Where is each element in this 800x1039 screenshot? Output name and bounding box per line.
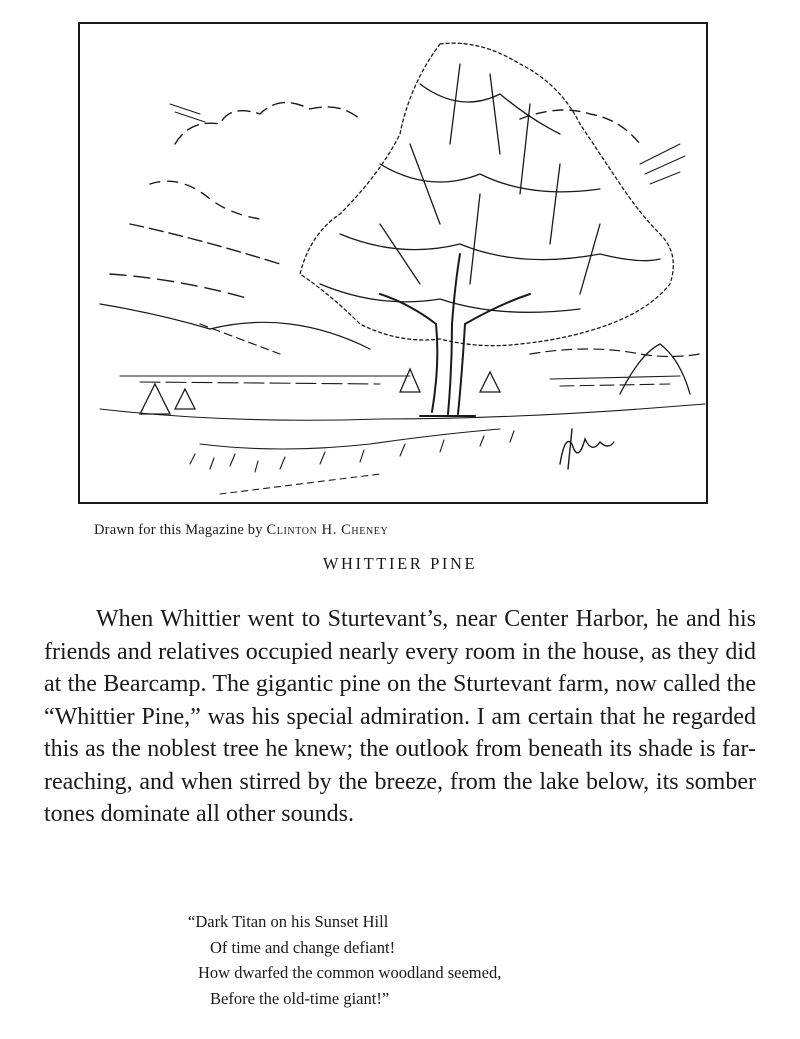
bushes-drawing (140, 344, 690, 414)
poem-line: Before the old-time giant!” (210, 988, 390, 1008)
poem-line: Of time and change defiant! (210, 937, 396, 957)
poem-line: “Dark Titan on his Sunset Hill (188, 912, 389, 931)
artist-signature (560, 429, 614, 469)
poem-quote (188, 909, 501, 1011)
illustration-credit (94, 522, 388, 539)
clouds-drawing (110, 103, 685, 299)
illustration-frame (78, 22, 708, 504)
lake-drawing (120, 376, 680, 386)
credit-prefix: Drawn for this Magazine by (94, 522, 263, 538)
mountains-drawing (100, 304, 700, 357)
pine-canopy-drawing (300, 43, 673, 346)
poem-line: How dwarfed the common woodland seemed, (198, 963, 502, 982)
body-paragraph: When Whittier went to Sturtevant’s, near Center Harbor, he and his friends and relatives occupied nearly every room in the house, as they did at the Bearcamp. The gigantic pine on the Sturtevant farm, now called the “Whittier Pine,” was his special admiration. I am certain that he regarded this as the noblest tree he knew; the outlook from beneath its shade is far-reaching, and when stirred by the breeze, from the lake below, its somber tones dominate all other sounds. (44, 606, 756, 827)
illustration-title: WHITTIER PINE (322, 554, 478, 573)
credit-artist: Clinton H. Cheney (266, 522, 389, 538)
hill-grass-drawing (100, 404, 705, 494)
pine-tree-illustration (80, 24, 706, 502)
